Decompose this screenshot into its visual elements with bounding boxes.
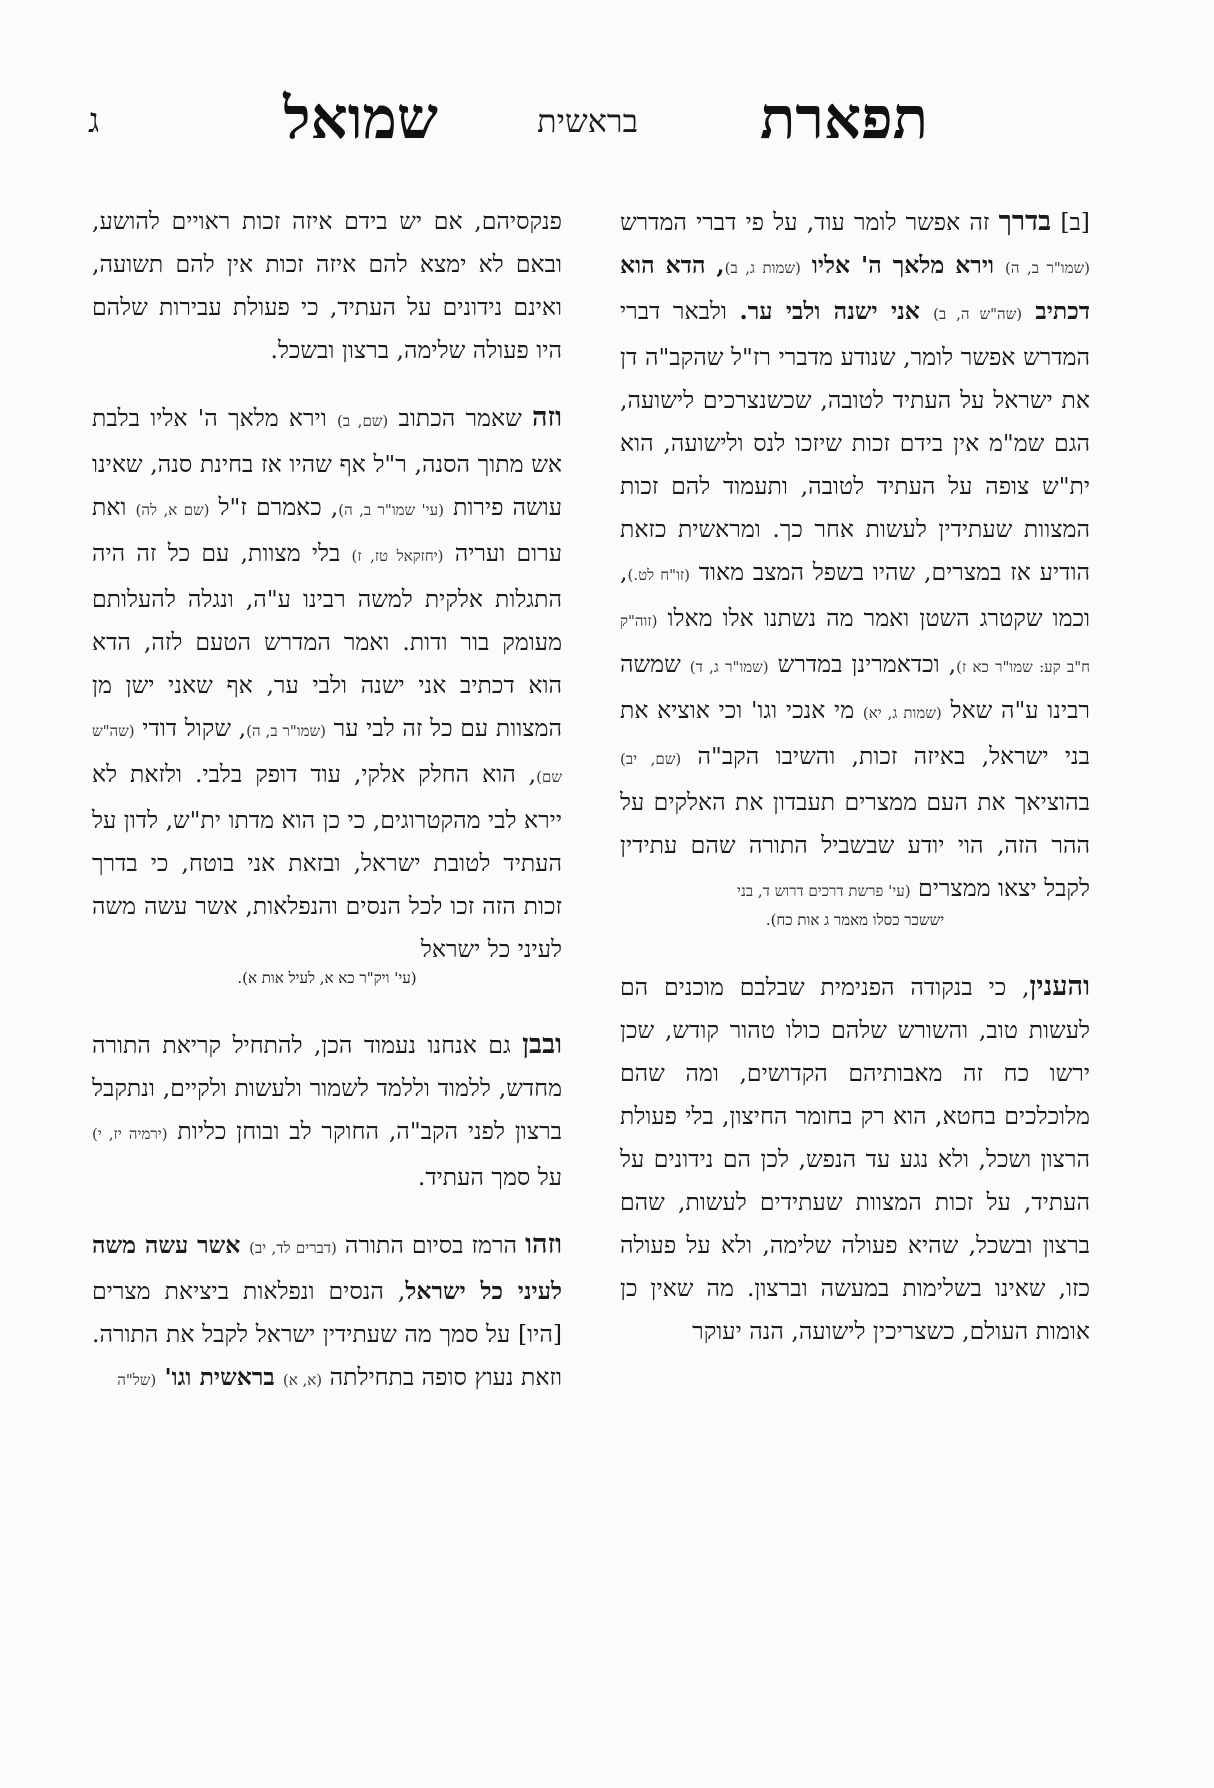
text-run: , וכדאמרינן במדרש bbox=[768, 650, 957, 678]
quoted-verse: בראשית וגו' bbox=[156, 1363, 283, 1391]
citation: (ירמיה יז, י) bbox=[92, 1125, 168, 1143]
paragraph-6 bbox=[92, 1223, 562, 1402]
citation: (שמות ג, יא) bbox=[862, 704, 942, 722]
text-run: על סמך העתיד. bbox=[417, 1163, 562, 1191]
citation: (שמו"ר ב, ה) bbox=[246, 722, 326, 740]
paragraph-5 bbox=[92, 1023, 562, 1199]
citation: (שם, ב) bbox=[337, 412, 389, 430]
parsha-name: בראשית bbox=[537, 102, 638, 140]
quoted-verse: אני ישנה ולבי ער. bbox=[739, 297, 934, 325]
book-title-part2: שמואל bbox=[283, 84, 438, 152]
citation: (שה"ש שם) bbox=[92, 722, 562, 786]
citation: (שה"ש ה, ב) bbox=[933, 305, 1023, 323]
citation: (א, א) bbox=[282, 1371, 323, 1389]
citation: (שמו"ר ג, ד) bbox=[689, 658, 769, 676]
text-run: בלי מצוות, עם כל זה היה התגלות אלקית למשה רבינו ע"ה, ונגלה להעלותם מעומק בור ודות. ואמר המדרש הטעם לזה, הדא הוא דכתיב אני ישנה ולבי ער, אף שאני ישן מן המצוות עם כל זה לבי ער bbox=[92, 539, 562, 742]
paragraph-lead-word: ובבן bbox=[522, 1029, 562, 1060]
text-run: , הדא הוא דכתיב bbox=[620, 251, 1091, 325]
text-run: וירא מלאך ה' אליו בלבת אש מתוך הסנה, ר"ל אף שהיו אז בחינת סנה, שאינו עושה פירות bbox=[92, 404, 562, 521]
paragraph-lead-word: וזהו bbox=[525, 1229, 562, 1260]
citation: (של"ה bbox=[117, 1371, 157, 1389]
reference-line: (עי' ויק"ר כא א, לעיל אות א). bbox=[237, 969, 417, 987]
paragraph-lead-word: והענין bbox=[1029, 971, 1090, 1002]
text-run: , שקול דודי bbox=[134, 714, 247, 742]
text-run: שמשה רבינו ע"ה שאל bbox=[620, 650, 1090, 724]
citation: (שמו"ר ב, ה) bbox=[1004, 259, 1090, 277]
page-number: ג bbox=[88, 101, 100, 141]
citation: (דברים לד, יב) bbox=[249, 1239, 337, 1257]
book-title-part1: תפארת bbox=[759, 84, 928, 152]
text-run: שאמר הכתוב bbox=[388, 404, 533, 432]
paragraph-lead-word: בדרך bbox=[998, 206, 1052, 237]
quoted-verse: אשר עשה משה לעיני כל ישראל bbox=[92, 1231, 562, 1305]
text-run: , וכמו שקטרג השטן ואמר מה נשתנו אלו מאלו bbox=[620, 558, 1090, 632]
citation: (זוה"ק ח"ב קע: שמו"ר כא ז) bbox=[620, 612, 1090, 676]
text-column-left bbox=[92, 200, 562, 1426]
citation: (עי' פרשת דרכים דרוש ד, בני bbox=[737, 882, 911, 900]
text-run: , הוא החלק אלקי, עוד דופק בלבי. ולזאת לא יירא לבי מהקטרוגים, כי כן הוא מדתו ית"ש, לדון על העתיד לטובת ישראל, ובזאת אני בוטח, כי בדרך זכות הזה זכו לכל הנסים והנפלאות, אשר עשה משה לעיני כל ישראל bbox=[92, 760, 562, 963]
text-run: ולבאר דברי המדרש אפשר לומר, שנודע מדברי רז"ל שהקב"ה דן את ישראל על העתיד לטובה, שכשנצרכים לישועה, הגם שמ"מ אין בידם זכות שיזכו לנס ולישועה, הוא ית"ש צופה על העתיד לטובה, ותעמוד להם זכות המצוות שעתידין לעשות אחר כך. ומראשית כזאת הודיע אז במצרים, שהיו בשפל המצב מאוד bbox=[620, 297, 1090, 586]
text-run: מי אנכי וגו' וכי אוציא את בני ישראל, באיזה זכות, והשיבו הקב"ה bbox=[620, 696, 1090, 770]
citation: (עי' שמו"ר ב, ה) bbox=[338, 501, 444, 519]
text-run: בהוציאך את העם ממצרים תעבדון את האלקים על ההר הזה, הוי יודע שבשביל התורה שהם עתידין לקבל יצאו ממצרים bbox=[620, 788, 1090, 902]
text-column-right bbox=[620, 200, 1090, 1377]
paragraph-lead-word: וזה bbox=[532, 402, 562, 433]
text-run: , כי בנקודה הפנימית שבלבם מוכנים הם לעשות טוב, והשורש שלהם כולו טהור קודש, שכן ירשו כח זה מאבותיהם הקדושים, ומה שהם מלוכלכים בחטא, הוא רק בחומר החיצון, בלי פעולת הרצון ושכל, ולא נגע עד הנפש, לכן הם נידונים על העתיד, על זכות המצוות שעתידים לעשות, שהם ברצון ובשכל, שהיא פעולה שלימה, ולא על פעולה כזו, שאינו בשלימות במעשה וברצון. מה שאין כן אומות העולם, כשצריכין לישועה, הנה יעוקר bbox=[620, 973, 1090, 1345]
paragraph-3 bbox=[620, 965, 1090, 1353]
reference-line: יששכר כסלו מאמר ג אות כח). bbox=[765, 911, 945, 929]
paragraph-4 bbox=[92, 396, 562, 971]
paragraph-2 bbox=[620, 200, 1090, 913]
paragraph-continued: פנקסיהם, אם יש בידם איזה זכות ראויים להושע, ובאם לא ימצא להם איזה זכות אין להם תשועה, ואינם נידונים על העתיד, כי פעולת עבירות שלהם היו פעולה שלימה, ברצון ובשכל. bbox=[92, 207, 562, 364]
quoted-verse: וירא מלאך ה' אליו bbox=[800, 251, 1005, 279]
section-mark: [ב] bbox=[1060, 208, 1090, 236]
citation: (שם, יב) bbox=[620, 750, 682, 768]
citation: (שמות ג, ב) bbox=[724, 259, 801, 277]
text-run: הרמז בסיום התורה bbox=[336, 1231, 526, 1259]
citation: (זו"ח לט.) bbox=[627, 566, 690, 584]
citation: (יחזקאל טז, ז) bbox=[351, 547, 444, 565]
text-run: ואת ערום ועריה bbox=[92, 493, 562, 567]
text-run: גם אנחנו נעמוד הכן, להתחיל קריאת התורה מחדש, ללמוד וללמד לשמור ולעשות ולקיים, ונתקבל ברצון לפני הקב"ה, החוקר לב ובוחן כליות bbox=[92, 1031, 563, 1145]
text-run: , הנסים ונפלאות ביציאת מצרים [היו] על סמך מה שעתידין ישראל לקבל את התורה. וזאת נעוץ סופה בתחילתה bbox=[92, 1277, 562, 1391]
citation: (שם א, לה) bbox=[135, 501, 210, 519]
text-run: זה אפשר לומר עוד, על פי דברי המדרש bbox=[620, 208, 999, 236]
text-run: , כאמרם ז"ל bbox=[209, 493, 339, 521]
running-header bbox=[78, 78, 938, 158]
